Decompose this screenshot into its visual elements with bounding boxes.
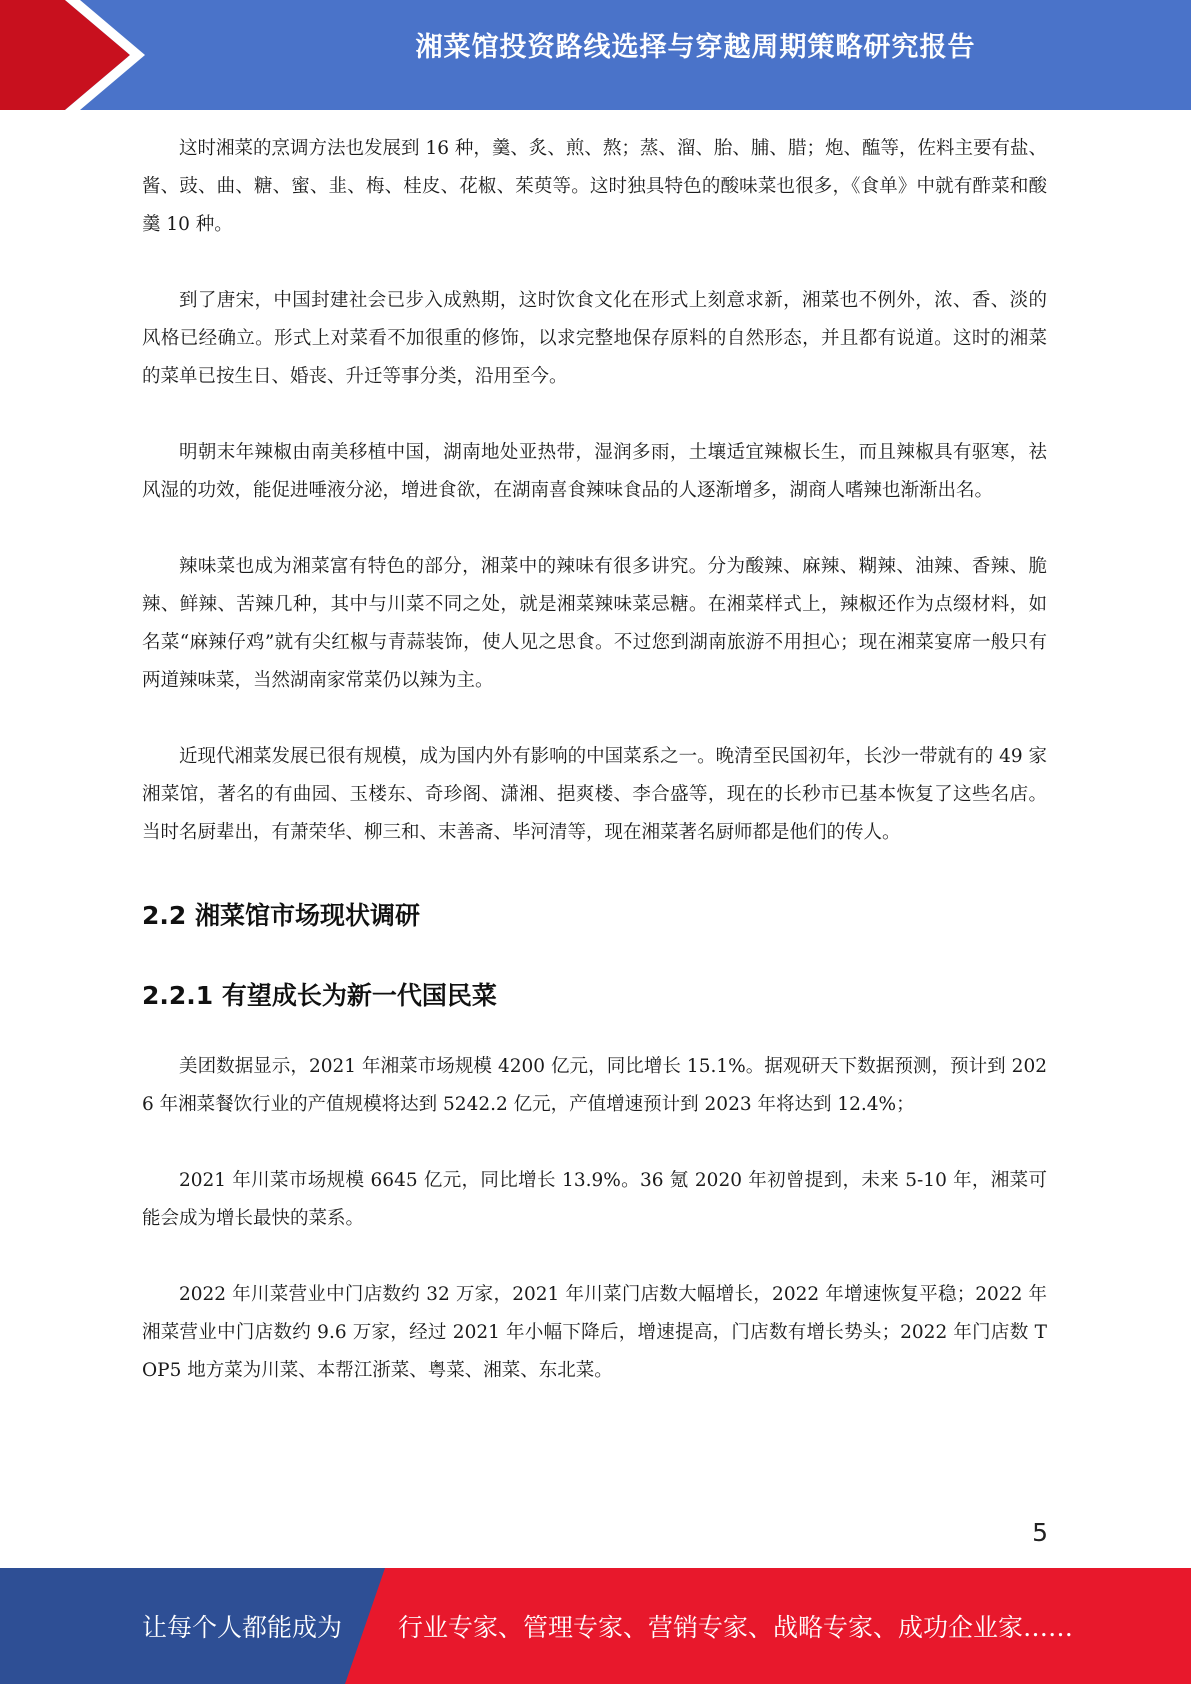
header-banner	[0, 0, 1191, 110]
paragraph: 明朝末年辣椒由南美移植中国，湖南地处亚热带，湿润多雨，土壤适宜辣椒长生，而且辣椒具有驱寒，祛风湿的功效，能促进唾液分泌，增进食欲，在湖南喜食辣味食品的人逐渐增多，湖商人嗜辣也渐渐出名。	[142, 442, 1047, 501]
paragraph: 到了唐宋，中国封建社会已步入成熟期，这时饮食文化在形式上刻意求新，湘菜也不例外，浓、香、淡的风格已经确立。形式上对菜看不加很重的修饰，以求完整地保存原料的自然形态，并且都有说道。这时的湘菜的菜单已按生日、婚丧、升迁等事分类，沿用至今。	[142, 290, 1047, 387]
main-content	[142, 130, 1047, 1390]
header-chevron-graphic	[0, 0, 180, 110]
paragraph: 2021 年川菜市场规模 6645 亿元，同比增长 13.9%。36 氪 2020 年初曾提到，未来 5-10 年，湘菜可能会成为增长最快的菜系。	[142, 1170, 1047, 1229]
paragraph: 这时湘菜的烹调方法也发展到 16 种，羹、炙、煎、熬；蒸、溜、胎、脯、腊；炮、醢等，佐料主要有盐、酱、豉、曲、糖、蜜、韭、梅、桂皮、花椒、茱萸等。这时独具特色的酸味菜也很多，《食单》中就有酢菜和酸羹 10 种。	[142, 138, 1047, 235]
footer-banner	[0, 1568, 1191, 1684]
footer-slogan-right: 行业专家、管理专家、营销专家、战略专家、成功企业家……	[398, 1613, 1074, 1642]
paragraph: 美团数据显示，2021 年湘菜市场规模 4200 亿元，同比增长 15.1%。据观研天下数据预测，预计到 2026 年湘菜餐饮行业的产值规模将达到 5242.2 亿元，产值增速预计到 2023 年将达到 12.4%；	[142, 1056, 1047, 1115]
page-number: 5	[1032, 1518, 1048, 1547]
section-heading: 2.2 湘菜馆市场现状调研	[142, 901, 420, 930]
paragraph: 近现代湘菜发展已很有规模，成为国内外有影响的中国菜系之一。晚清至民国初年，长沙一带就有的 49 家湘菜馆，著名的有曲园、玉楼东、奇珍阁、潇湘、挹爽楼、李合盛等，现在的长秒市已基本恢复了这些名店。当时名厨辈出，有萧荣华、柳三和、末善斋、毕河清等，现在湘菜著名厨师都是他们的传人。	[142, 746, 1047, 843]
footer-slogan-left: 让每个人都能成为	[142, 1613, 343, 1642]
subsection-heading: 2.2.1 有望成长为新一代国民菜	[142, 981, 497, 1010]
paragraph: 2022 年川菜营业中门店数约 32 万家，2021 年川菜门店数大幅增长，2022 年增速恢复平稳；2022 年湘菜营业中门店数约 9.6 万家，经过 2021 年小幅下降后，增速提高，门店数有增长势头；2022 年门店数 TOP5 地方菜为川菜、本帮江浙菜、粤菜、湘菜、东北菜。	[142, 1284, 1047, 1381]
report-title: 湘菜馆投资路线选择与穿越周期策略研究报告	[415, 32, 976, 63]
paragraph: 辣味菜也成为湘菜富有特色的部分，湘菜中的辣味有很多讲究。分为酸辣、麻辣、糊辣、油辣、香辣、脆辣、鲜辣、苦辣几种，其中与川菜不同之处，就是湘菜辣味菜忌糖。在湘菜样式上，辣椒还作为点缀材料，如名菜“麻辣仔鸡”就有尖红椒与青蒜装饰，使人见之思食。不过您到湖南旅游不用担心；现在湘菜宴席一般只有两道辣味菜，当然湖南家常菜仍以辣为主。	[142, 556, 1047, 691]
